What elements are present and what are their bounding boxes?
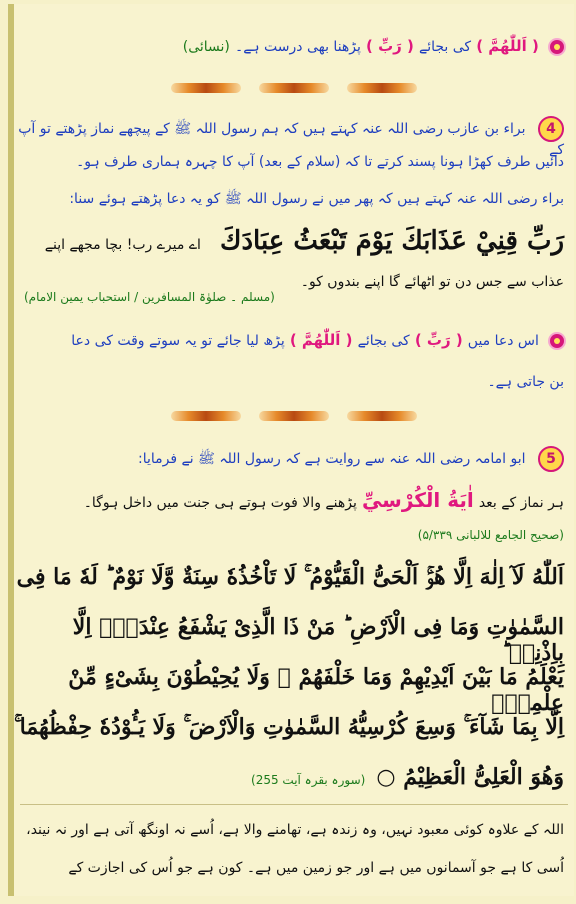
translation-line-1: اللہ کے علاوہ کوئی معبود نہیں، وہ زندہ ہے، تھامنے والا ہے، اُسے نہ اونگھ آتی ہے اور نہ نیند،	[26, 822, 564, 838]
item4-line-1: 4 براء بن عازب رضی اللہ عنہ کہتے ہیں کہ ہم رسول اللہ ﷺ کے پیچھے نماز پڑھتے تو آپ کے	[14, 116, 564, 158]
item-number-badge: 5	[538, 446, 564, 472]
translation-line-2: اُسی کا ہے جو آسمانوں میں ہے اور جو زمین میں ہے۔ کون ہے جو اُس کی اجازت کے	[68, 860, 564, 876]
intro-line	[14, 36, 564, 55]
ayah-line-5: وَهُوَ الْعَلِیُّ الْعَظِیْمُ ○ (سورہ بقرہ آیت 255)	[251, 764, 564, 790]
dua-arabic: رَبِّ قِنِيْ عَذَابَكَ يَوْمَ تَبْعَثُ عِبَادَكَ	[220, 226, 564, 256]
dua-urdu-1: اے میرے رب! بچا مجھے اپنے	[44, 237, 201, 253]
dua-line	[14, 226, 564, 256]
item4-line-3: براء رضی اللہ عنہ کہتے ہیں کہ پھر میں نے رسول اللہ ﷺ کو یہ دعا پڑھتے ہوئے سنا:	[69, 191, 564, 207]
document-page	[8, 4, 574, 896]
ornament-divider	[14, 80, 574, 96]
item5-line-2: ہر نماز کے بعد اٰيَةُ الْكُرْسِيِّ پڑھنے والا فوت ہوتے ہی جنت میں داخل ہوگا۔	[83, 488, 564, 512]
allahumma-word: ( اَللّٰهُمَّ )	[289, 331, 353, 349]
flower-bullet-icon	[550, 334, 564, 348]
item4-line-2: دائیں طرف کھڑا ہونا پسند کرتے تا کہ (سلام کے بعد) آپ کا چہرہ ہماری طرف ہو۔	[76, 154, 564, 170]
item-number-badge: 4	[538, 116, 564, 142]
item5-line-1: 5 ابو امامہ رضی اللہ عنہ سے روایت ہے کہ رسول اللہ ﷺ نے فرمایا:	[14, 446, 564, 472]
divider-line	[20, 804, 568, 805]
ayah-line-2: السَّمٰوٰتِ وَمَا فِی الْاَرْضِ ؕ مَنْ ذَا الَّذِیْ یَشْفَعُ عِنْدَهٗۤ اِلَّا بِاِذْنِهٖ ؕ	[72, 614, 564, 666]
note4-line-2: بن جاتی ہے۔	[487, 374, 564, 390]
ki-bajaye-text: کی بجائے	[419, 39, 472, 55]
ornament-divider	[14, 408, 574, 424]
intro-text: پڑھنا بھی درست ہے۔	[234, 39, 361, 55]
ayah-line-1: اَللّٰهُ لَآ اِلٰهَ اِلَّا هُوَۚ اَلْحَیُّ الْقَیُّوْمُ ۚ لَا تَاْخُذُهٗ سِنَةٌ وَّلَا نَوْمٌ ؕ لَهٗ مَا فِی	[16, 564, 564, 590]
ayatul-kursi-title: اٰيَةُ الْكُرْسِيِّ	[361, 488, 474, 512]
note4-line-1: اس دعا میں ( رَبِّ ) کی بجائے ( اَللّٰهُمَّ ) پڑھ لیا جائے تو یہ سوتے وقت کی دعا	[14, 330, 564, 349]
intro-reference: (نسائی)	[182, 39, 230, 55]
flower-bullet-icon	[550, 40, 564, 54]
item5-reference: (صحیح الجامع للالبانی ۵/۳۳۹)	[417, 528, 564, 542]
allahumma-word: ( اَللّٰهُمَّ )	[476, 37, 539, 55]
ayah-line-3: یَعْلَمُ مَا بَیْنَ اَیْدِیْهِمْ وَمَا خَلْفَهُمْ ۚ وَلَا یُحِیْطُوْنَ بِشَیْءٍ مِّنْ عِلْمِهٖۤ	[68, 664, 564, 716]
ayah-line-4: اِلَّا بِمَا شَآءَ ۚ وَسِعَ كُرْسِیُّهُ السَّمٰوٰتِ وَالْاَرْضَ ۚ وَلَا یَـُٔوْدُهٗ حِفْظُهُمَا ۚ	[14, 714, 564, 740]
rabbi-word: ( رَبِّ )	[366, 37, 414, 55]
rabbi-word: ( رَبِّ )	[414, 331, 463, 349]
dua-urdu-2: عذاب سے جس دن تو اٹھائے گا اپنے بندوں کو۔	[300, 274, 564, 290]
ayah-reference: (سورہ بقرہ آیت 255)	[251, 773, 366, 787]
item4-reference: (مسلم ۔ صلوٰۃ المسافرین / استحباب یمین الامام)	[24, 290, 275, 304]
